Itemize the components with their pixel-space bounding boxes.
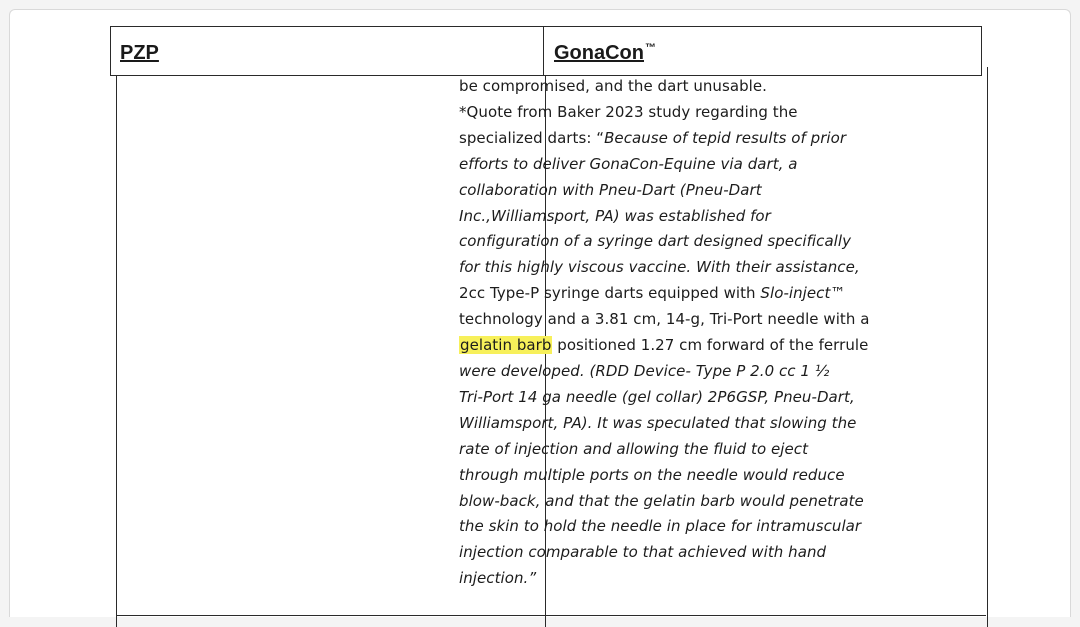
quote-line: Tri-Port 14 ga needle (gel collar) 2P6GSP, Pneu-Dart, xyxy=(459,387,855,406)
quote-line: injection comparable to that achieved with hand xyxy=(459,543,827,562)
trademark-symbol: ™ xyxy=(645,42,656,55)
text-line: *Quote from Baker 2023 study regarding the xyxy=(459,102,798,121)
text-span: specialized darts: “ xyxy=(459,128,605,147)
highlighted-text: gelatin barb xyxy=(460,336,552,355)
text-span: 2cc Type-P syringe darts equipped with xyxy=(459,284,761,303)
quote-line: were developed. (RDD Device- Type P 2.0 cc 1 ½ xyxy=(459,361,830,380)
quote-line: Williamsport, PA). It was speculated that slowing the xyxy=(459,413,857,432)
text-line: be compromised, and the dart unusable. xyxy=(459,77,767,95)
header-gonacon xyxy=(544,27,980,75)
quote-line: configuration of a syringe dart designed specifically xyxy=(459,232,852,251)
quote-line: blow-back, and that the gelatin barb would penetrate xyxy=(459,491,864,510)
quote-line: through multiple ports on the needle would reduce xyxy=(459,465,845,484)
quote-text: Because of tepid results of prior xyxy=(604,128,847,147)
table-header-row xyxy=(110,26,982,76)
text-line: technology and a 3.81 cm, 14-g, Tri-Port needle with a xyxy=(459,310,870,329)
quote-line: efforts to deliver GonaCon-Equine via dart, a xyxy=(459,154,798,173)
quote-line: Inc.,Williamsport, PA) was established for xyxy=(459,206,771,225)
quote-line: rate of injection and allowing the fluid to eject xyxy=(459,439,809,458)
text-line xyxy=(459,281,879,307)
text-span: positioned 1.27 cm forward of the ferrule xyxy=(552,336,869,355)
quote-line: collaboration with Pneu-Dart (Pneu-Dart xyxy=(459,180,762,199)
text-line xyxy=(459,333,879,359)
document-page xyxy=(9,9,1071,617)
table-edge-tick xyxy=(987,67,988,77)
header-pzp xyxy=(111,27,544,75)
text-line xyxy=(459,126,879,152)
quote-line: injection.” xyxy=(459,569,537,588)
quote-line: for this highly viscous vaccine. With their assistance, xyxy=(459,258,860,277)
quote-line: the skin to hold the needle in place for intramuscular xyxy=(459,517,862,536)
quote-text: Slo-inject™ xyxy=(760,284,846,303)
header-pzp-label: PZP xyxy=(120,42,159,64)
header-gonacon-label: GonaCon xyxy=(554,42,644,64)
row-bottom-border xyxy=(117,615,986,616)
gonacon-cell-text xyxy=(459,74,879,592)
